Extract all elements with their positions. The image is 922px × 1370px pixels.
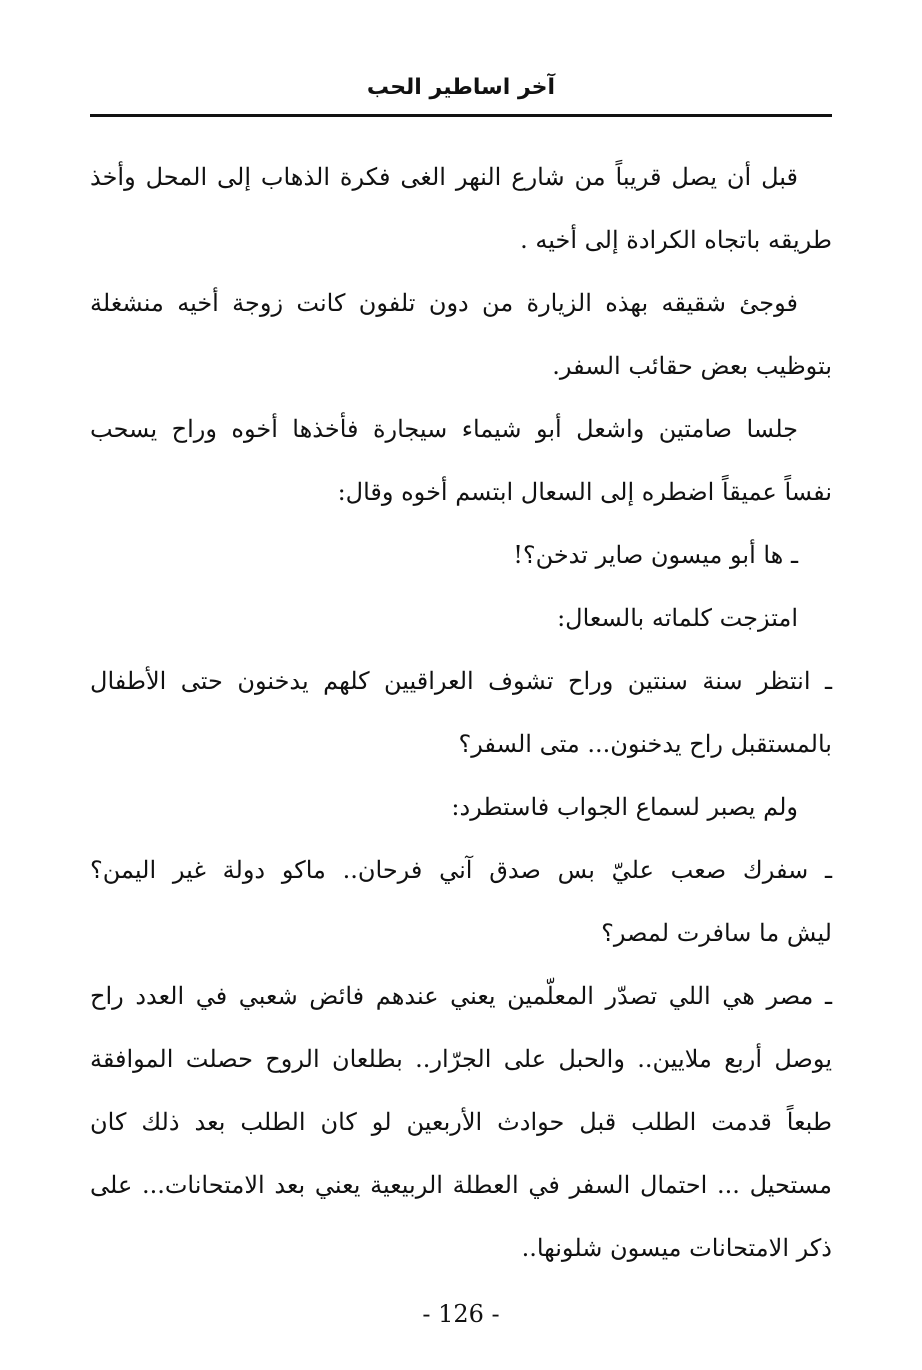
paragraph — [90, 965, 832, 1280]
text-line: فوجئ شقيقه بهذه الزيارة من دون تلفون كانت زوجة أخيه منشغلة — [90, 289, 798, 317]
text-line: بالمستقبل راح يدخنون... متى السفر؟ — [458, 730, 832, 758]
paragraph — [90, 146, 832, 272]
text-line: طريقه باتجاه الكرادة إلى أخيه . — [520, 226, 832, 254]
dialogue-line: ـ مصر هي اللي تصدّر المعلّمين يعني عندهم فائض شعبي في العدد راح — [90, 982, 832, 1010]
text-line: مستحيل ... احتمال السفر في العطلة الربيعية يعني بعد الامتحانات... على — [90, 1171, 832, 1199]
page-number: - 126 - — [422, 1300, 500, 1328]
text-line: قبل أن يصل قريباً من شارع النهر الغى فكرة الذهاب إلى المحل وأخذ — [90, 163, 798, 191]
paragraph — [90, 398, 832, 524]
paragraph — [90, 272, 832, 398]
text-line: يوصل أربع ملايين.. والحبل على الجرّار.. بطلعان الروح حصلت الموافقة — [90, 1045, 832, 1073]
dialogue-line: ـ سفرك صعب عليّ بس صدق آني فرحان.. ماكو دولة غير اليمن؟ — [90, 856, 833, 884]
text-line: طبعاً قدمت الطلب قبل حوادث الأربعين لو كان الطلب بعد ذلك كان — [90, 1108, 832, 1136]
paragraph — [90, 650, 832, 776]
body-text — [90, 146, 832, 1280]
text-line: جلسا صامتين واشعل أبو شيماء سيجارة فأخذها أخوه وراح يسحب — [90, 415, 798, 443]
paragraph — [90, 524, 832, 587]
paragraph — [90, 776, 832, 839]
dialogue-line: ـ انتظر سنة سنتين وراح تشوف العراقيين كلهم يدخنون حتى الأطفال — [90, 667, 832, 695]
paragraph — [90, 587, 832, 650]
paragraph — [90, 839, 832, 965]
text-line: ولم يصبر لسماع الجواب فاستطرد: — [451, 793, 798, 821]
header-rule — [90, 114, 832, 117]
text-line: ذكر الامتحانات ميسون شلونها.. — [521, 1234, 832, 1262]
text-line: نفساً عميقاً اضطره إلى السعال ابتسم أخوه وقال: — [337, 478, 832, 506]
dialogue-line: ـ ها أبو ميسون صاير تدخن؟! — [513, 541, 798, 569]
text-line: ليش ما سافرت لمصر؟ — [601, 919, 832, 947]
text-line: امتزجت كلماته بالسعال: — [557, 604, 798, 632]
running-header-title: آخر اساطير الحب — [366, 75, 556, 100]
text-line: بتوظيب بعض حقائب السفر. — [552, 352, 832, 380]
